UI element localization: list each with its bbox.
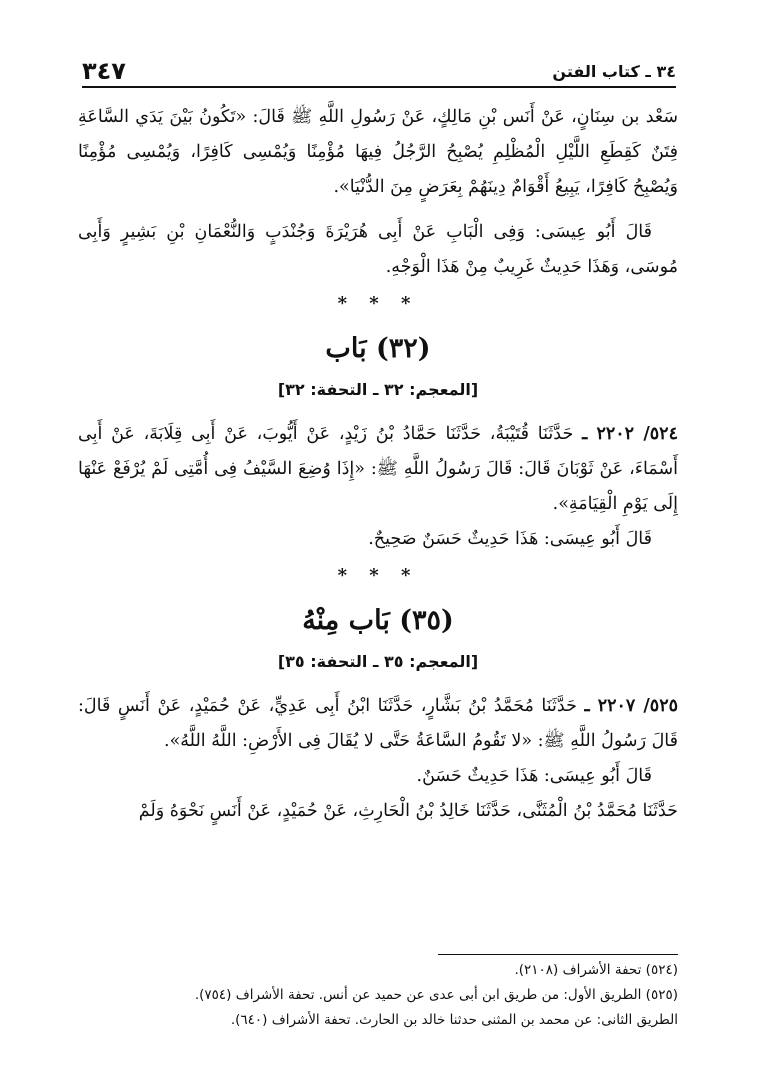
footnote-divider [438,954,678,955]
hadith-523-comment: قَالَ أَبُو عِيسَى: وَفِى الْبَابِ عَنْ أَبِى هُرَيْرَةَ وَجُنْدَبٍ وَالنُّعْمَانِ بْنِ بَشِيرٍ وَأَبِى مُوسَى، وَهَذَا حَدِيثٌ غَرِيبٌ مِنْ هَذَا الْوَجْهِ. [78,222,678,277]
chapter-35-title: (٣٥) بَاب مِنْهُ [302,605,454,636]
hadith-524 [78,417,678,522]
hadith-525 [78,689,678,759]
footnote-525-path-2: الطريق الثانى: عن محمد بن المثنى حدثنا خالد بن الحارث. تحفة الأشراف (٦٤٠). [230,1012,678,1028]
hadith-525-second-chain: حَدَّثَنَا مُحَمَّدُ بْنُ الْمُثَنَّى، حَدَّثَنَا خَالِدُ بْنُ الْحَارِثِ، عَنْ حُمَيْدٍ، عَنْ أَنَسٍ نَحْوَهُ وَلَمْ [138,801,678,821]
page-header [82,56,676,88]
hadith-523-text: سَعْد بن سِنَانٍ، عَنْ أَنَس بْنِ مَالِكٍ، عَنْ رَسُولِ اللَّهِ ﷺ قَالَ: «تَكُونُ بَيْنَ يَدَي السَّاعَةِ فِتَنٌ كَقِطَعِ اللَّيْلِ الْمُظْلِمِ يُصْبِحُ الرَّجُلُ فِيهَا مُؤْمِنًا وَيُمْسِى كَافِرًا، وَيُمْسِى مُؤْمِنًا وَيُصْبِحُ كَافِرًا، يَبِيعُ أَقْوَامٌ دِينَهُمْ بِعَرَضٍ مِنَ الدُّنْيَا». [78,107,678,197]
hadith-525-text: حَدَّثَنَا مُحَمَّدُ بْنُ بَشَّارٍ، حَدَّثَنَا ابْنُ أَبِى عَدِيٍّ، عَنْ حُمَيْدٍ، عَنْ أَنَسٍ قَالَ: قَالَ رَسُولُ اللَّهِ ﷺ: «لا تَقُومُ السَّاعَةُ حَتَّى لا يُقَالَ فِى الأَرْضِ: اللَّهُ اللَّهُ». [78,696,678,751]
hadith-524-number: ٥٢٤/ ٢٢٠٢ ـ [582,424,678,444]
chapter-35-reference: [المعجم: ٣٥ ـ التحفة: ٣٥] [277,652,479,671]
footnote-525-path-1: (٥٢٥) الطريق الأول: من طريق ابن أبى عدى عن حميد عن أنس. تحفة الأشراف (٧٥٤). [194,987,678,1003]
chapter-32-title: (٣٢) بَاب [325,333,431,364]
chapter-running-title: ٣٤ ـ كتاب الفتن [552,61,676,81]
section-separator-2: * * * [337,565,419,586]
hadith-524-text: حَدَّثَنَا قُتَيْبَةُ، حَدَّثَنَا حَمَّادُ بْنُ زَيْدٍ، عَنْ أَيُّوبَ، عَنْ أَبِى قِلَابَةَ، عَنْ أَبِى أَسْمَاءَ، عَنْ ثَوْبَانَ قَالَ: قَالَ رَسُولُ اللَّهِ ﷺ: «إِذَا وُضِعَ السَّيْفُ فِى أُمَّتِى لَمْ يُرْفَعْ عَنْهَا إِلَى يَوْمِ الْقِيَامَةِ». [78,424,678,514]
page-body [78,100,678,829]
hadith-524-comment: قَالَ أَبُو عِيسَى: هَذَا حَدِيثٌ حَسَنٌ صَحِيحٌ. [368,529,652,549]
chapter-32-reference: [المعجم: ٣٢ ـ التحفة: ٣٢] [277,380,479,399]
footnotes [82,958,678,1033]
hadith-525-comment: قَالَ أَبُو عِيسَى: هَذَا حَدِيثٌ حَسَنٌ. [416,766,652,786]
section-separator: * * * [337,293,419,314]
page-number: ٣٤٧ [82,57,126,85]
hadith-525-number: ٥٢٥/ ٢٢٠٧ ـ [584,696,678,716]
footnote-524: (٥٢٤) تحفة الأشراف (٢١٠٨). [514,962,678,978]
